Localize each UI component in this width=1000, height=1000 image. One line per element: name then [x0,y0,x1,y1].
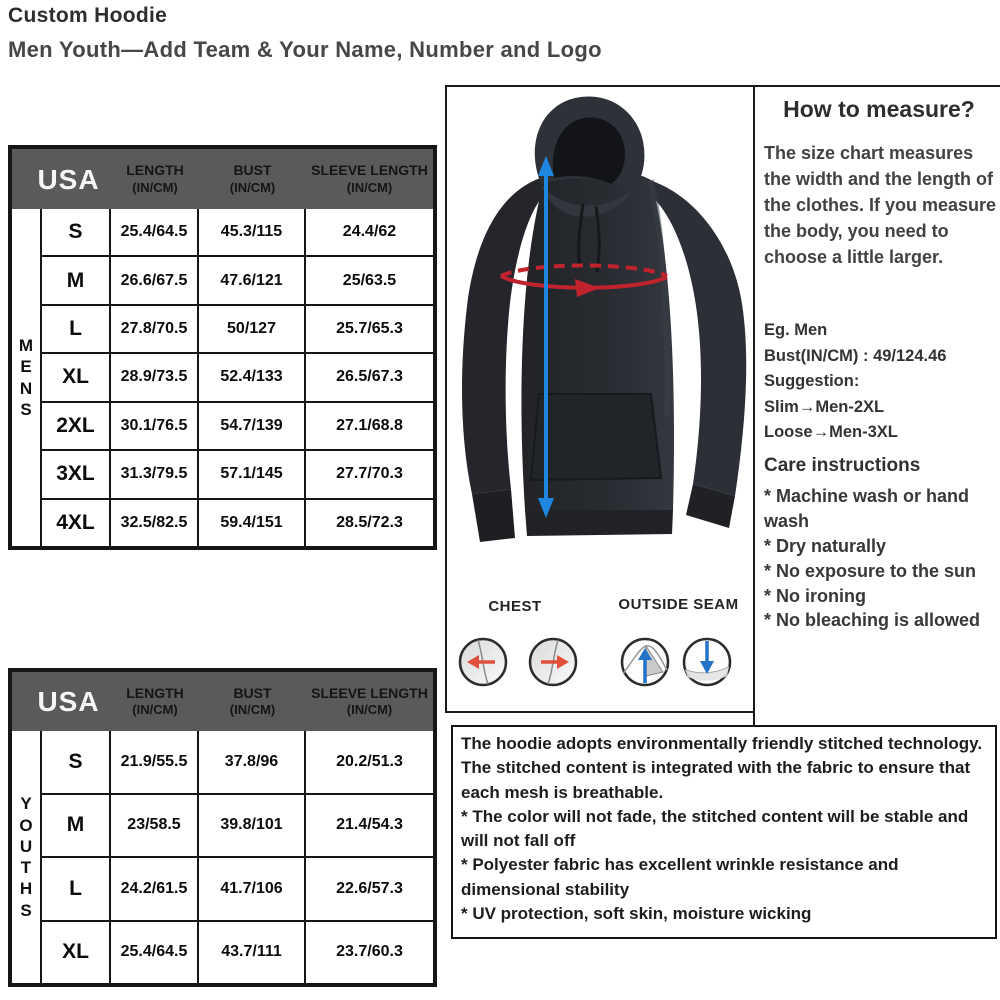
mens-group-label [12,209,42,546]
column-label: LENGTH [126,162,184,179]
size-cell: M [42,795,111,857]
table-row [42,255,433,303]
sleeve-cell: 22.6/57.3 [336,879,403,897]
bust-cell: 50/127 [199,306,306,352]
how-to-measure-body: The size chart measures the width and the length of the clothes. If you measure the body, you need to choose a little larger. [764,143,997,268]
hoodie-left-cuff [472,489,515,542]
size-cell: L [42,306,111,352]
sleeve-cell: 26.5/67.3 [336,368,403,386]
column-header-sleeve [306,149,433,209]
column-label: LENGTH [126,684,184,701]
table-row [42,401,433,449]
youths-size-chart [8,668,437,987]
outside-seam-label: OUTSIDE SEAM [618,596,739,613]
bust-cell: 47.6/121 [199,257,306,303]
bust-cell: 37.8/96 [199,731,306,793]
size-cell: L [42,858,111,920]
vertical-word: MENS [18,336,34,419]
column-label: SLEEVE LENGTH [311,162,428,179]
length-cell: 30.1/76.5 [111,403,199,449]
sleeve-cell: 25/63.5 [342,271,397,289]
column-header-usa: USA [37,163,100,195]
column-header-length [111,672,199,731]
size-cell: M [42,257,111,303]
length-cell: 23/58.5 [111,795,199,857]
table-row [42,352,433,400]
chest-label: CHEST [488,598,542,615]
example-line: Slim→Men-2XL [764,397,885,416]
page-subtitle: Men Youth—Add Team & Your Name, Number and Logo [8,37,602,62]
sleeve-cell: 20.2/51.3 [336,752,403,770]
length-cell: 21.9/55.5 [111,731,199,793]
mens-rows [42,209,433,546]
length-cell: 24.2/61.5 [111,858,199,920]
care-item: * Dry naturally [764,535,887,556]
how-to-measure-heading: How to measure? [783,96,975,122]
care-item: * Machine wash or hand wash [764,486,970,532]
table-row [42,304,433,352]
length-cell: 32.5/82.5 [111,500,199,546]
page-title: Custom Hoodie [8,4,168,27]
column-header-sleeve [306,672,433,731]
size-cell: S [42,731,111,793]
size-cell: XL [42,354,111,400]
bust-cell: 52.4/133 [199,354,306,400]
hoodie-product-photo [447,86,753,586]
sleeve-cell: 27.7/70.3 [336,465,403,483]
product-description-box [451,725,997,939]
example-line: Eg. Men [764,321,828,339]
bust-cell: 57.1/145 [199,451,306,497]
outside-seam-icon-up [622,639,668,685]
column-unit: (IN/CM) [346,702,393,718]
example-block [764,318,997,446]
length-cell: 25.4/64.5 [111,209,199,255]
chest-measure-icon-right [530,639,576,685]
table-row [42,793,433,857]
sleeve-cell: 24.4/62 [342,223,397,241]
length-cell: 28.9/73.5 [111,354,199,400]
care-item: * No ironing [764,585,866,606]
bust-cell: 43.7/111 [199,922,306,984]
description-line: * UV protection, soft skin, moisture wicking [461,904,812,924]
table-row [42,856,433,920]
youths-rows [42,731,433,983]
length-cell: 25.4/64.5 [111,922,199,984]
bust-cell: 39.8/101 [199,795,306,857]
column-unit: (IN/CM) [346,179,393,195]
column-header-bust [199,149,306,209]
column-label: BUST [233,684,272,701]
youths-group-label [12,731,42,983]
bust-cell: 54.7/139 [199,403,306,449]
example-line: Loose→Men-3XL [764,423,898,442]
hoodie-pocket [531,394,661,480]
description-line: * Polyester fabric has excellent wrinkle resistance and dimensional stability [461,855,899,899]
column-unit: (IN/CM) [229,179,276,195]
panel-divider [753,85,755,727]
column-unit: (IN/CM) [229,702,276,718]
table-row [42,731,433,793]
care-instructions-heading: Care instructions [764,455,921,476]
measuring-diagram [447,584,753,712]
sleeve-cell: 28.5/72.3 [336,513,403,531]
column-header-length [111,149,199,209]
size-cell: 3XL [42,451,111,497]
care-instructions-block [764,453,1000,633]
mens-size-chart [8,145,437,550]
column-label: BUST [233,162,272,179]
column-unit: (IN/CM) [132,179,178,195]
size-cell: S [42,209,111,255]
table-row [42,920,433,984]
size-cell: 4XL [42,500,111,546]
column-header-bust [199,672,306,731]
youths-chart-header [12,672,433,731]
sleeve-cell: 21.4/54.3 [336,816,403,834]
table-row [42,209,433,255]
bust-cell: 41.7/106 [199,858,306,920]
bust-cell: 59.4/151 [199,500,306,546]
example-line: Bust(IN/CM) : 49/124.46 [764,346,947,365]
column-label: SLEEVE LENGTH [311,684,428,701]
mens-chart-header [12,149,433,209]
sleeve-cell: 27.1/68.8 [336,416,403,434]
care-item: * No bleaching is allowed [764,610,981,631]
vertical-word: YOUTHS [19,794,33,920]
description-line: The hoodie adopts environmentally friendly stitched technology. The stitched content is integrated with the fabric to ensure that each mesh is breathable. [461,734,983,802]
column-unit: (IN/CM) [132,702,178,718]
sleeve-cell: 23.7/60.3 [336,943,403,961]
outside-seam-icon-down [684,639,730,685]
description-line: * The color will not fade, the stitched content will be stable and will not fall off [461,806,969,851]
column-header-usa: USA [37,686,100,717]
length-cell: 27.8/70.5 [111,306,199,352]
table-row [42,449,433,497]
chest-measure-icon-left [460,639,506,685]
example-line: Suggestion: [764,372,860,391]
length-cell: 26.6/67.5 [111,257,199,303]
table-row [42,498,433,546]
size-cell: XL [42,922,111,984]
sleeve-cell: 25.7/65.3 [336,320,403,338]
size-cell: 2XL [42,403,111,449]
length-cell: 31.3/79.5 [111,451,199,497]
care-item: * No exposure to the sun [764,560,977,581]
bust-cell: 45.3/115 [199,209,306,255]
